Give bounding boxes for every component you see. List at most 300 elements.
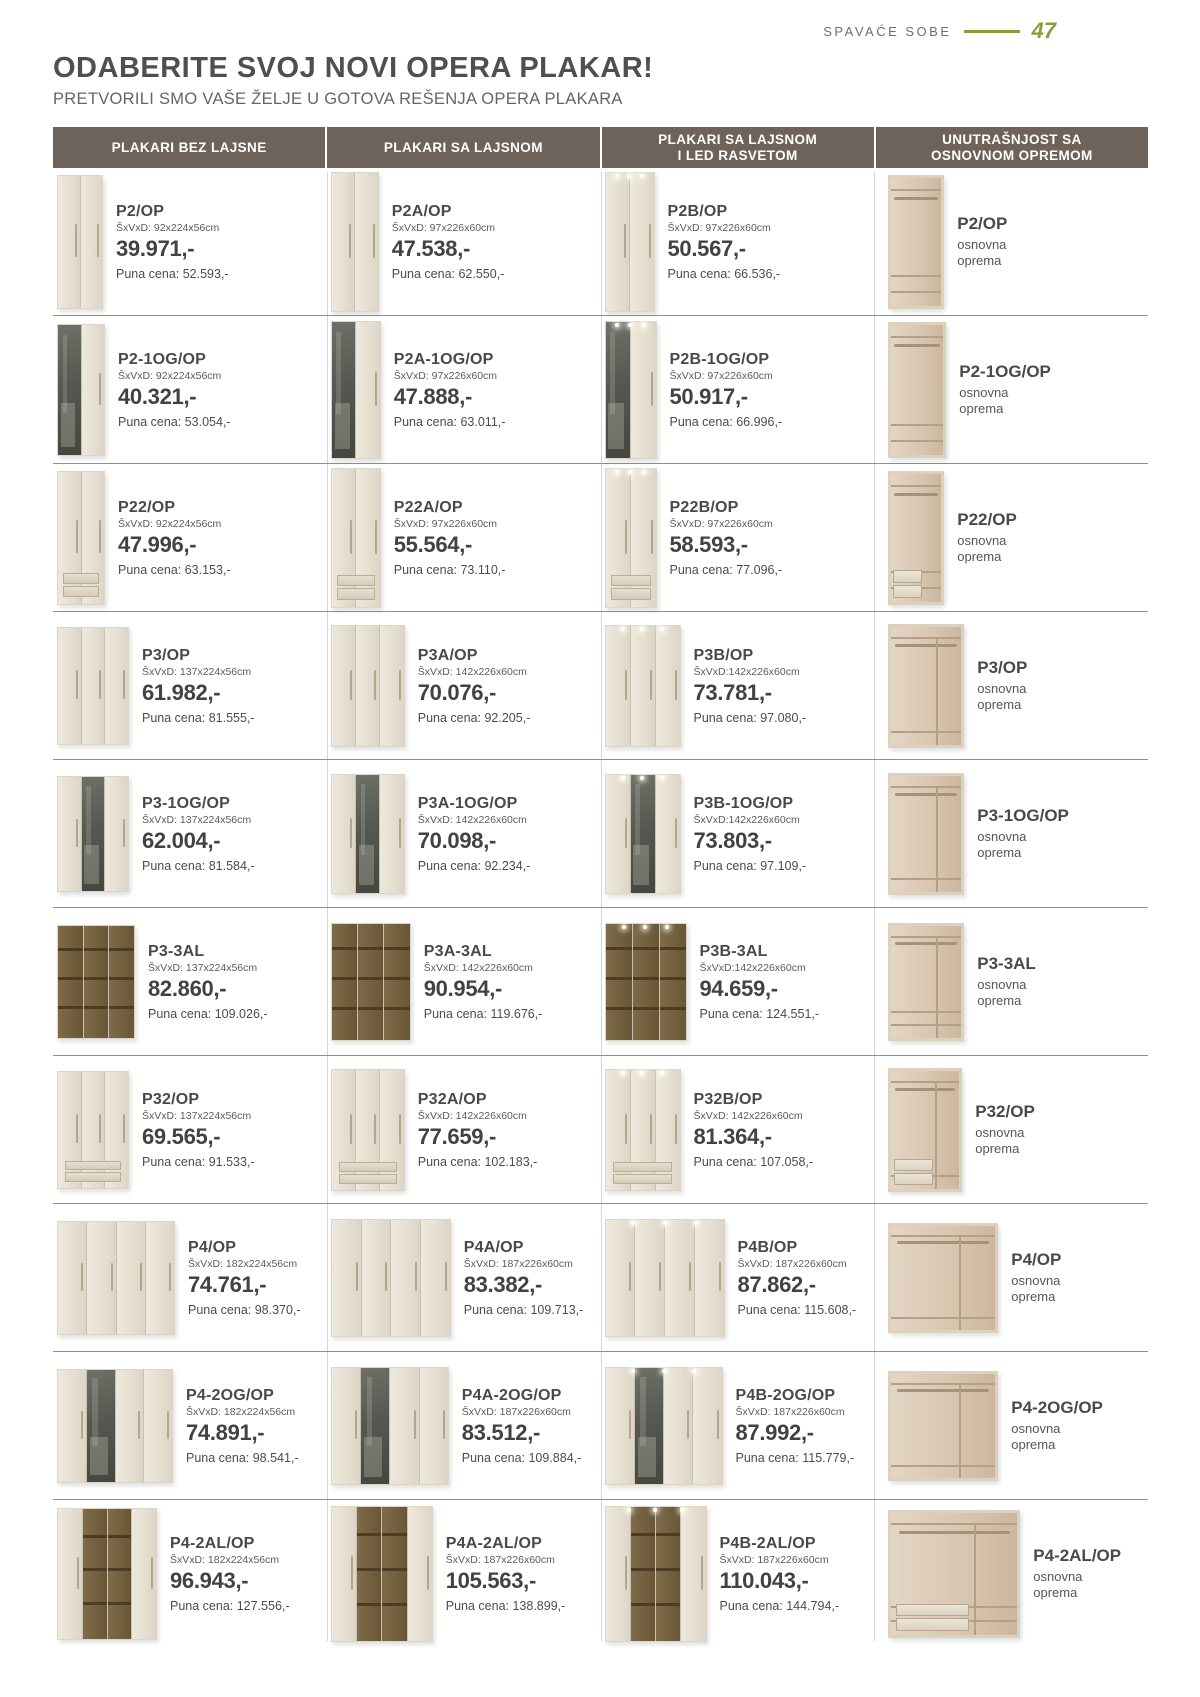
led-lights	[616, 1508, 696, 1512]
product-full-price: Puna cena: 92.234,-	[417, 858, 531, 873]
mirror-door-panel	[631, 775, 655, 893]
shelf-line	[631, 1603, 655, 1606]
shelf-line	[660, 1007, 686, 1010]
product-photo	[605, 321, 657, 459]
product-info	[670, 351, 783, 429]
drawer-stack	[893, 570, 922, 598]
product-cell	[53, 760, 327, 907]
product-price: 83.512,-	[461, 1419, 541, 1445]
product-info	[116, 203, 229, 281]
door-handle	[76, 520, 78, 553]
hanging-rod	[895, 644, 957, 647]
interior-photo	[888, 773, 964, 895]
wardrobe-door-panel	[630, 173, 654, 311]
page-subtitle: PRETVORILI SMO VAŠE ŽELJE U GOTOVA REŠENJA OPERA PLAKARA	[53, 90, 623, 108]
drawer-front	[339, 1174, 397, 1184]
catalog-row	[53, 1056, 1148, 1204]
product-full-price: Puna cena: 77.096,-	[669, 562, 783, 577]
product-name: P3-3AL	[148, 942, 205, 960]
drawer-front	[63, 573, 100, 584]
wardrobe-door-panel	[332, 1220, 361, 1336]
mirror-door-panel	[635, 1368, 663, 1484]
product-dimensions: ŠxVxD: 187x226x60cm	[719, 1553, 829, 1566]
mirror-highlight	[92, 1378, 98, 1445]
wardrobe-door-panel	[332, 626, 355, 746]
shelf-line	[891, 291, 941, 293]
product-full-price: Puna cena: 53.054,-	[118, 414, 231, 429]
hanging-rod	[897, 1241, 989, 1244]
top-shelf-line	[891, 786, 961, 788]
product-cell	[327, 1204, 601, 1351]
shelf-line	[384, 1007, 409, 1010]
door-handle	[350, 1114, 352, 1144]
shelf-line	[109, 948, 134, 951]
product-full-price: Puna cena: 98.541,-	[186, 1450, 299, 1465]
product-price: 77.659,-	[417, 1123, 497, 1149]
wardrobe-door-panel	[105, 628, 128, 744]
door-handle	[375, 372, 377, 406]
product-cell	[601, 1352, 875, 1499]
product-dimensions: ŠxVxD: 92x224x56cm	[116, 221, 220, 234]
wardrobe-door-panel	[58, 1370, 86, 1482]
top-shelf-line	[891, 1523, 1017, 1525]
product-price: 40.321,-	[118, 383, 197, 409]
shelf-line	[357, 1603, 381, 1606]
open-shelf-panel	[660, 924, 686, 1040]
shelf-line	[83, 1568, 107, 1571]
door-handle	[443, 1410, 445, 1439]
wardrobe-door-panel	[606, 1507, 630, 1641]
product-info	[446, 1535, 566, 1613]
product-info	[142, 647, 255, 725]
drawer-stack	[613, 1162, 672, 1184]
wardrobe-door-panel	[81, 176, 103, 308]
product-name: P3-1OG/OP	[142, 794, 231, 812]
door-handle	[659, 1262, 661, 1291]
product-full-price: Puna cena: 144.794,-	[719, 1598, 840, 1613]
product-photo	[605, 1506, 707, 1642]
product-price: 73.803,-	[693, 827, 772, 853]
drawer-stack	[611, 575, 651, 600]
led-dot	[663, 1221, 667, 1225]
catalog-row	[53, 1352, 1148, 1500]
top-shelf-line	[891, 336, 943, 338]
product-price: 47.996,-	[118, 531, 197, 557]
catalog-row	[53, 316, 1148, 464]
open-shelf-panel	[84, 926, 109, 1038]
mirror-door-panel	[606, 322, 631, 458]
interior-photo	[888, 175, 944, 309]
led-lights	[611, 323, 651, 327]
hanging-rod	[894, 197, 938, 200]
interior-name: P2/OP	[957, 214, 1008, 233]
shelf-line	[606, 977, 632, 980]
interior-info	[1011, 1398, 1103, 1453]
catalog-row	[53, 464, 1148, 612]
product-cell	[601, 760, 875, 907]
shelf-line	[891, 1011, 961, 1013]
product-info	[668, 203, 781, 281]
door-handle	[81, 1411, 83, 1439]
shelf-line	[891, 1317, 995, 1319]
wardrobe-door-panel	[332, 775, 355, 893]
column-header-line: UNUTRAŠNJOST SA	[942, 132, 1082, 147]
product-info	[670, 499, 783, 577]
product-name: P4A-2OG/OP	[461, 1386, 562, 1404]
product-cell	[327, 464, 601, 611]
door-handle	[140, 1263, 142, 1291]
product-price: 74.891,-	[186, 1419, 265, 1445]
product-photo	[605, 1219, 725, 1337]
product-cell	[601, 1056, 875, 1203]
door-handle	[167, 1411, 169, 1439]
interior-photo	[888, 1510, 1020, 1638]
product-photo	[57, 1221, 175, 1335]
product-full-price: Puna cena: 81.555,-	[142, 710, 255, 725]
door-handle	[675, 670, 677, 700]
interior-note: osnovna oprema	[957, 237, 1007, 268]
product-price: 81.364,-	[693, 1123, 772, 1149]
product-dimensions: ŠxVxD: 142x226x60cm	[417, 1109, 527, 1122]
wardrobe-door-panel	[117, 1222, 145, 1334]
shelf-line	[357, 1533, 381, 1536]
led-dot	[640, 627, 644, 631]
wardrobe-door-panel	[606, 173, 630, 311]
vertical-divider-panel	[959, 1235, 961, 1330]
product-dimensions: ŠxVxD: 142x226x60cm	[693, 1109, 803, 1122]
mirror-highlight	[640, 1377, 646, 1447]
door-handle	[687, 1410, 689, 1439]
vertical-divider-panel	[974, 1523, 976, 1634]
catalog-body	[53, 168, 1148, 1647]
product-info	[700, 943, 820, 1021]
shelf-line	[633, 947, 659, 950]
product-dimensions: ŠxVxD: 142x226x60cm	[417, 665, 527, 678]
product-cell	[53, 1352, 327, 1499]
interior-note: osnovna oprema	[1011, 1273, 1061, 1304]
shelf-line	[891, 1024, 961, 1026]
mirror-highlight	[63, 335, 68, 413]
product-cell	[327, 1500, 601, 1647]
door-handle	[650, 1114, 652, 1144]
mirror-highlight	[86, 786, 91, 854]
wardrobe-door-panel	[58, 1222, 86, 1334]
interior-note: osnovna oprema	[977, 829, 1027, 860]
product-dimensions: ŠxVxD: 97x226x60cm	[667, 221, 771, 234]
product-dimensions: ŠxVxD: 137x224x56cm	[148, 961, 258, 974]
product-cell	[53, 1056, 327, 1203]
open-shelf-panel	[656, 1507, 680, 1641]
wardrobe-door-panel	[355, 173, 378, 311]
shelf-line	[332, 977, 357, 980]
drawer-front	[894, 1159, 933, 1171]
product-price: 58.593,-	[669, 531, 748, 557]
door-handle	[399, 818, 401, 848]
door-handle	[375, 520, 377, 555]
interior-photo	[888, 1223, 998, 1333]
shelf-line	[384, 977, 409, 980]
product-price: 62.004,-	[142, 827, 221, 853]
product-dimensions: ŠxVxD: 187x226x60cm	[463, 1257, 573, 1270]
wardrobe-door-panel	[332, 1507, 356, 1641]
product-dimensions: ŠxVxD: 142x226x60cm	[417, 813, 527, 826]
led-dot	[627, 174, 631, 178]
door-handle	[624, 224, 626, 259]
shelf-line	[384, 947, 409, 950]
door-handle	[350, 670, 352, 700]
interior-note: osnovna oprema	[959, 385, 1009, 416]
product-dimensions: ŠxVxD: 92x224x56cm	[118, 369, 222, 382]
product-photo	[331, 1219, 451, 1337]
led-dot	[665, 925, 669, 929]
shelf-line	[357, 1568, 381, 1571]
interior-info	[977, 658, 1049, 713]
vertical-divider-panel	[936, 936, 938, 1038]
product-full-price: Puna cena: 109.713,-	[463, 1302, 584, 1317]
product-name: P4B/OP	[737, 1238, 798, 1256]
door-handle	[356, 1262, 358, 1291]
product-dimensions: ŠxVxD: 182x224x56cm	[188, 1257, 298, 1270]
shelf-line	[358, 1007, 383, 1010]
product-full-price: Puna cena: 97.109,-	[693, 858, 807, 873]
product-dimensions: ŠxVxD: 92x224x56cm	[118, 517, 222, 530]
interior-name: P2-1OG/OP	[959, 362, 1051, 381]
wardrobe-door-panel	[87, 1222, 115, 1334]
shelf-line	[58, 977, 83, 980]
door-handle	[399, 1114, 401, 1144]
hanging-rod	[894, 493, 938, 496]
door-handle	[111, 1263, 113, 1291]
product-photo	[331, 1367, 449, 1485]
led-lights	[613, 1071, 672, 1075]
led-lights	[611, 470, 651, 474]
wardrobe-door-panel	[332, 173, 355, 311]
interior-photo	[888, 1068, 962, 1192]
product-photo	[57, 776, 129, 892]
interior-cell	[874, 1056, 1148, 1203]
product-cell	[53, 1204, 327, 1351]
led-dot	[621, 776, 625, 780]
product-full-price: Puna cena: 62.550,-	[391, 266, 505, 281]
interior-photo	[888, 624, 964, 748]
door-handle	[625, 1556, 627, 1590]
product-info	[418, 795, 531, 873]
led-dot	[640, 1071, 644, 1075]
door-handle	[374, 670, 376, 700]
catalog-row	[53, 1204, 1148, 1352]
product-cell	[327, 316, 601, 463]
interior-info	[977, 954, 1049, 1009]
wardrobe-door-panel	[132, 1509, 156, 1639]
product-info	[694, 795, 807, 873]
door-handle	[76, 819, 78, 848]
product-photo	[331, 923, 411, 1041]
led-dot	[628, 323, 632, 327]
product-name: P32/OP	[142, 1090, 200, 1108]
shelf-line	[891, 275, 941, 277]
page-number: 47	[1031, 18, 1056, 43]
wardrobe-door-panel	[421, 1220, 450, 1336]
column-header-line: I LED RASVETOM	[677, 147, 798, 163]
product-photo	[57, 324, 105, 456]
hanging-rod	[895, 1088, 955, 1091]
product-dimensions: ŠxVxD: 187x226x60cm	[735, 1405, 845, 1418]
shelf-line	[633, 1007, 659, 1010]
interior-name: P32/OP	[975, 1102, 1035, 1121]
hanging-rod	[895, 793, 957, 796]
wardrobe-door-panel	[606, 775, 630, 893]
door-handle	[123, 670, 125, 699]
led-dot	[662, 1369, 666, 1373]
shelf-line	[58, 948, 83, 951]
product-price: 50.917,-	[669, 383, 748, 409]
product-info	[464, 1239, 584, 1317]
wardrobe-door-panel	[58, 777, 81, 891]
drawer-front	[339, 1162, 397, 1172]
product-cell	[601, 612, 875, 759]
product-cell	[53, 612, 327, 759]
product-dimensions: ŠxVxD: 187x226x60cm	[461, 1405, 571, 1418]
product-info	[694, 1091, 814, 1169]
open-shelf-panel	[357, 1507, 381, 1641]
product-price: 47.538,-	[391, 235, 471, 261]
led-dot	[640, 776, 644, 780]
product-full-price: Puna cena: 81.584,-	[142, 858, 255, 873]
wardrobe-door-panel	[695, 1220, 724, 1336]
led-dot	[631, 1369, 635, 1373]
shelf-line	[606, 947, 632, 950]
product-full-price: Puna cena: 138.899,-	[445, 1598, 566, 1613]
product-info	[394, 499, 506, 577]
wardrobe-door-panel	[58, 176, 80, 308]
shelf-line	[382, 1603, 406, 1606]
product-full-price: Puna cena: 91.533,-	[142, 1154, 255, 1169]
led-lights	[613, 776, 672, 780]
product-full-price: Puna cena: 119.676,-	[423, 1006, 543, 1021]
door-handle	[76, 1114, 78, 1143]
wardrobe-door-panel	[356, 322, 380, 458]
mirror-door-panel	[356, 775, 379, 893]
interior-note: osnovna oprema	[957, 533, 1007, 564]
interior-name: P4/OP	[1011, 1250, 1062, 1269]
shelf-line	[358, 977, 383, 980]
product-price: 87.992,-	[735, 1419, 814, 1445]
mirror-highlight	[635, 784, 640, 855]
door-handle	[651, 520, 653, 555]
interior-info	[957, 214, 1029, 269]
wardrobe-door-panel	[356, 626, 379, 746]
column-header-2	[325, 127, 599, 168]
drawer-front	[896, 1604, 969, 1616]
open-shelf-panel	[109, 926, 134, 1038]
drawer-stack	[337, 575, 375, 600]
open-shelf-panel	[58, 926, 83, 1038]
product-full-price: Puna cena: 124.551,-	[699, 1006, 820, 1021]
shelf-line	[660, 947, 686, 950]
wardrobe-door-panel	[664, 1368, 692, 1484]
column-header-3	[600, 127, 874, 168]
interior-info	[1033, 1546, 1121, 1601]
shelf-line	[891, 424, 943, 426]
shelf-line	[108, 1602, 132, 1605]
shelf-line	[109, 1006, 134, 1009]
product-full-price: Puna cena: 107.058,-	[693, 1154, 814, 1169]
interior-cell	[874, 316, 1148, 463]
led-lights	[610, 174, 648, 178]
led-dot	[653, 1508, 657, 1512]
product-name: P3A-1OG/OP	[417, 794, 518, 812]
led-dot	[615, 323, 619, 327]
product-price: 74.761,-	[188, 1271, 267, 1297]
product-cell	[53, 464, 327, 611]
page-title: ODABERITE SVOJ NOVI OPERA PLAKAR!	[53, 52, 654, 84]
product-photo	[605, 625, 681, 747]
interior-name: P4-2OG/OP	[1011, 1398, 1103, 1417]
product-name: P3A-3AL	[423, 942, 492, 960]
interior-name: P3-1OG/OP	[977, 806, 1069, 825]
product-price: 87.862,-	[737, 1271, 816, 1297]
product-full-price: Puna cena: 63.153,-	[118, 562, 231, 577]
mirror-highlight	[336, 332, 341, 414]
door-handle	[675, 1114, 677, 1144]
wardrobe-door-panel	[693, 1368, 721, 1484]
product-name: P3A/OP	[417, 646, 478, 664]
table-header	[53, 127, 1148, 168]
product-photo	[605, 774, 681, 894]
hanging-rod	[895, 942, 957, 945]
top-shelf-line	[891, 1081, 959, 1083]
door-handle	[349, 224, 351, 259]
product-dimensions: ŠxVxD:142x226x60cm	[693, 665, 800, 678]
door-handle	[629, 1410, 631, 1439]
interior-photo	[888, 923, 964, 1041]
product-name: P2B-1OG/OP	[669, 350, 770, 368]
shelf-line	[84, 1006, 109, 1009]
product-name: P4/OP	[188, 1238, 237, 1256]
product-photo	[605, 1069, 681, 1191]
product-info	[418, 647, 531, 725]
mirror-highlight	[367, 1377, 373, 1447]
product-cell	[601, 316, 875, 463]
product-name: P2A/OP	[391, 202, 452, 220]
product-name: P2-1OG/OP	[118, 350, 207, 368]
product-dimensions: ŠxVxD: 137x224x56cm	[142, 665, 252, 678]
product-cell	[53, 316, 327, 463]
door-handle	[414, 1410, 416, 1439]
product-name: P2B/OP	[667, 202, 728, 220]
product-price: 47.888,-	[393, 383, 473, 409]
vertical-divider-panel	[936, 637, 938, 744]
product-cell	[327, 1056, 601, 1203]
open-shelf-panel	[384, 924, 409, 1040]
led-dot	[621, 1071, 625, 1075]
led-lights	[614, 925, 678, 929]
product-name: P22/OP	[118, 498, 176, 516]
mirror-door-panel	[82, 777, 105, 891]
product-name: P2/OP	[116, 202, 165, 220]
drawer-stack	[65, 1161, 121, 1182]
product-name: P4A/OP	[463, 1238, 524, 1256]
product-name: P22B/OP	[669, 498, 739, 516]
drawer-front	[613, 1162, 672, 1172]
product-photo	[331, 321, 381, 459]
product-name: P4B-2OG/OP	[735, 1386, 836, 1404]
led-dot	[615, 470, 619, 474]
column-header-line: PLAKARI BEZ LAJSNE	[111, 139, 267, 155]
product-photo	[331, 1506, 433, 1642]
product-cell	[327, 168, 601, 315]
product-info	[394, 351, 506, 429]
